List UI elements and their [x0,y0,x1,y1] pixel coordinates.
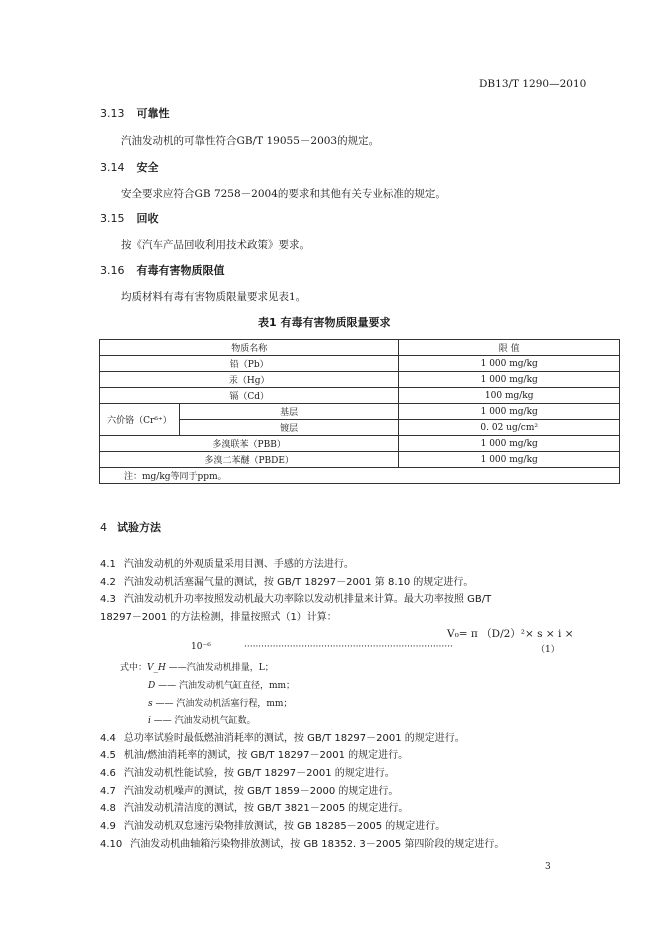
col-header-limit: 限 值 [399,340,620,356]
cell-name: 基层 [179,404,399,420]
table-row [100,404,620,420]
table-caption: 表1 有毒有害物质限量要求 [258,316,391,329]
formula-equation-number: （1） [536,645,560,655]
table-row [100,372,620,388]
table-row [100,388,620,404]
symbol-VH: V_H [147,663,166,673]
clause-4-4: 4.4 总功率试验时最低燃油消耗率的测试，按 GB/T 18297－2001 的规定进行。 [100,733,465,744]
formula-leader-dots: ········································································· [244,642,453,652]
col-header-name: 物质名称 [100,340,399,356]
cell-limit: 0. 02 ug/cm² [399,420,620,436]
cell-name: 多溴二苯醚（PBDE） [100,452,399,468]
table-row [100,356,620,372]
section-heading-3-16: 3.16 有毒有害物质限值 [100,264,225,277]
cell-name: 铅（Pb） [100,356,399,372]
page-number: 3 [545,862,551,872]
cell-limit: 1 000 mg/kg [399,372,620,388]
clause-4-1: 4.1 汽油发动机的外观质量采用目测、手感的方法进行。 [100,559,354,570]
clause-4-8: 4.8 汽油发动机清洁度的测试，按 GB/T 3821－2005 的规定进行。 [100,803,409,814]
table-header-row [100,340,620,356]
cell-limit: 1 000 mg/kg [399,404,620,420]
section-heading-3-14: 3.14 安全 [100,161,159,174]
where-def-i: i —— 汽油发动机气缸数。 [148,716,256,726]
section-text-3-16: 均质材料有毒有害物质限量要求见表1。 [121,291,307,303]
cell-limit: 1 000 mg/kg [399,356,620,372]
section-heading-3-13: 3.13 可靠性 [100,107,170,120]
standard-code: DB13/T 1290—2010 [479,78,587,90]
clause-4-6: 4.6 汽油发动机性能试验，按 GB/T 18297－2001 的规定进行。 [100,768,395,779]
clause-4-2: 4.2 汽油发动机活塞漏气量的测试，按 GB/T 18297－2001 第 8.10 的规定进行。 [100,577,474,588]
table-row [100,436,620,452]
formula-factor: 10⁻⁶ [191,642,211,652]
clause-4-3: 4.3 汽油发动机升功率按照发动机最大功率除以发动机排量来计算。最大功率按照 GB/T [100,594,492,605]
where-lead: 式中：V_H ——汽油发动机排量，L； [120,663,274,673]
cell-name: 镉（Cd） [100,388,399,404]
section-heading-3-15: 3.15 回收 [100,212,159,225]
section-text-3-13: 汽油发动机的可靠性符合GB/T 19055－2003的规定。 [121,135,380,147]
clause-4-5: 4.5 机油/燃油消耗率的测试，按 GB/T 18297－2001 的规定进行。 [100,750,409,761]
cell-group-cr6: 六价铬（Cr⁶⁺） [100,404,180,436]
cell-name: 镀层 [179,420,399,436]
clause-4-7: 4.7 汽油发动机噪声的测试，按 GB/T 1859－2000 的规定进行。 [100,786,399,797]
cell-limit: 1 000 mg/kg [399,452,620,468]
clause-4-10: 4.10 汽油发动机曲轴箱污染物排放测试，按 GB 18352. 3－2005 第四阶段的规定进行。 [100,839,505,850]
formula-expression: V₀= π （D/2）²× s × i × [447,628,574,640]
cell-name: 多溴联苯（PBB） [100,436,399,452]
cell-name: 汞（Hg） [100,372,399,388]
where-def-D: D —— 汽油发动机气缸直径，mm； [148,681,296,691]
table-note-row [100,468,620,484]
section-text-3-15: 按《汽车产品回收利用技术政策》要求。 [121,239,310,251]
section-text-3-14: 安全要求应符合GB 7258－2004的要求和其他有关专业标准的规定。 [121,188,446,200]
where-def-s: s —— 汽油发动机活塞行程，mm； [148,699,293,709]
cell-limit: 1 000 mg/kg [399,436,620,452]
clause-4-9: 4.9 汽油发动机双怠速污染物排放测试，按 GB 18285－2005 的规定进行。 [100,821,446,832]
table-note: 注：mg/kg等同于ppm。 [100,468,620,484]
table-row [100,452,620,468]
substance-limit-table [99,339,620,484]
clause-4-3-line2: 18297－2001 的方法检测，排量按照式（1）计算： [100,612,337,623]
chapter-heading-4: 4 试验方法 [100,521,161,534]
cell-limit: 100 mg/kg [399,388,620,404]
